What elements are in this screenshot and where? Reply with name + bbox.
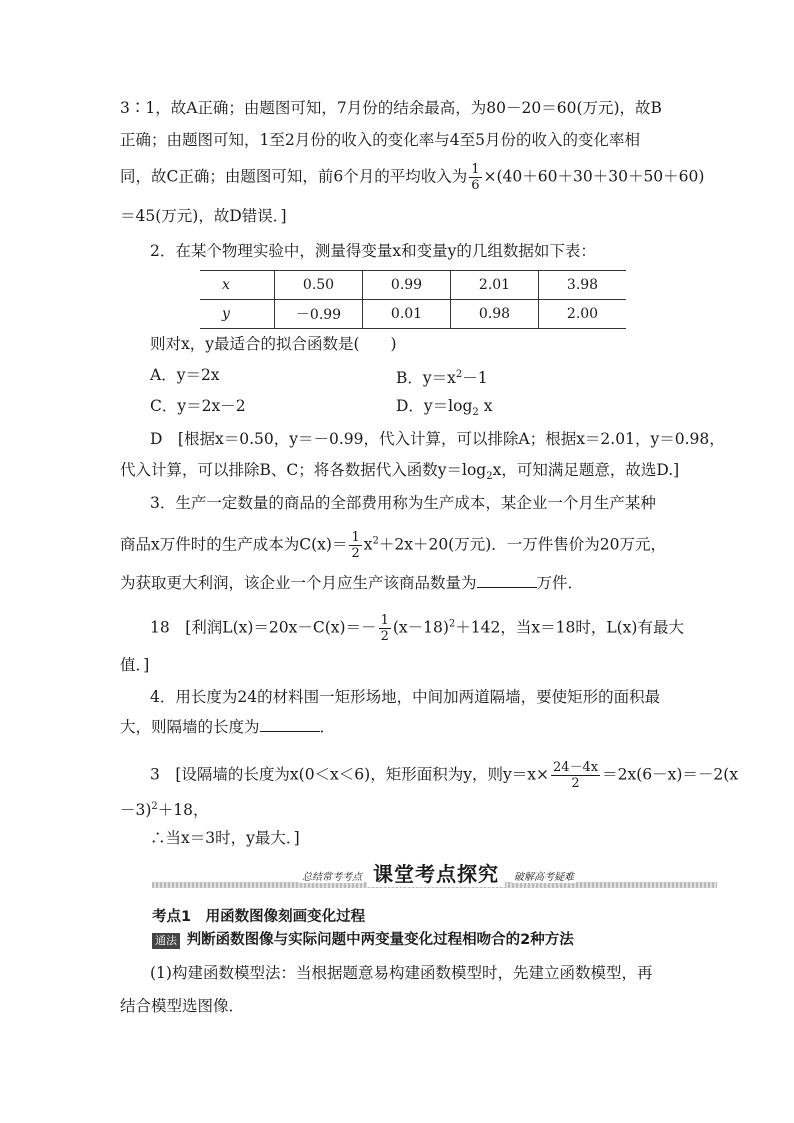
answer-blank [477,573,537,588]
option-b [396,364,488,389]
superscript: 2 [455,369,463,380]
data-table [200,270,626,329]
table-cell: 0.50 [275,271,363,300]
table-cell: y [200,300,275,329]
fraction-denominator: 2 [351,546,360,561]
text-span: B．y＝x [396,369,456,388]
fraction [469,162,481,193]
table-cell: 0.01 [363,300,451,329]
table-row [200,300,626,329]
question-2-ask: 则对x，y最适合的拟合函数是( ) [150,335,397,353]
fraction [379,613,391,644]
fraction [551,760,600,791]
text-span: ＋2x＋20(万元)．一万件售价为20万元， [378,535,667,554]
text-span: (x－18) [392,618,449,637]
text-span: －1 [462,369,488,388]
option-c: C．y＝2x－2 [150,397,246,415]
text-span: 同，故C正确；由题图可知，前6个月的平均收入为 [120,167,468,186]
text-span: 代入计算，可以排除B、C；将各数据代入函数y＝log [120,461,487,479]
text-line: ＝45(万元)，故D错误．] [120,207,287,225]
question-4-line: 4．用长度为24的材料围一矩形场地，中间加两道隔墙，要使矩形的面积最 [150,688,661,706]
subscript: 2 [472,407,479,419]
fraction-denominator: 2 [571,776,580,791]
text-span: D．y＝log [396,397,473,415]
text-span: ＋18， [157,801,209,820]
answer-3-line [150,613,684,644]
table-cell: 2.01 [451,271,539,300]
table-cell: 3.98 [539,271,627,300]
answer-4-line [150,760,738,791]
text-span: 为获取更大利润，该企业一个月应生产该商品数量为 [120,574,477,592]
answer-2-line [120,459,679,488]
method-line [152,929,574,951]
text-span: x，可知满足题意，故选D.] [492,461,680,479]
text-span: x [363,535,373,554]
table-cell: 0.99 [363,271,451,300]
body-text: 结合模型选图像． [120,997,245,1015]
text-span: 大，则隔墙的长度为 [120,718,260,736]
fraction-numerator: 1 [471,162,480,177]
text-span: 商品x万件时的生产成本为C(x)＝ [120,535,348,554]
text-line [120,162,704,193]
banner-left-text: 总结常考考点 [300,868,364,883]
method-title: 判断函数图像与实际问题中两变量变化过程相吻合的2种方法 [186,932,574,948]
superscript: 2 [448,618,456,630]
text-span: 3 [设隔墙的长度为x(0＜x＜6)，矩形面积为y，则y＝x× [150,765,549,784]
answer-2-line: D [根据x＝0.50，y＝－0.99，代入计算，可以排除A；根据x＝2.01，y＝0.98， [150,430,725,448]
subscript: 2 [486,471,493,483]
fraction-numerator: 1 [351,530,360,545]
superscript: 2 [151,801,158,812]
fraction-numerator: 24－4x [552,760,599,775]
answer-blank [260,717,320,732]
text-span: 万件． [536,574,584,592]
answer-3-line: 值．] [120,656,150,674]
answer-4-line: ∴当x＝3时，y最大．] [150,829,300,847]
body-text: (1)构建函数模型法：当根据题意易构建函数模型时，先建立函数模型，再 [150,964,653,982]
section-banner [152,858,717,892]
method-tag: 通法 [152,933,180,949]
text-line: 3∶1，故A正确；由题图可知，7月份的结余最高，为80－20＝60(万元)，故B [120,99,662,117]
text-span: ＋142，当x＝18时，L(x)有最大 [455,618,684,637]
fraction-denominator: 6 [471,178,480,193]
question-3-line [120,530,666,561]
text-span: ＝2x(6－x)＝－2(x [602,765,739,784]
option-d [396,395,492,424]
question-3-line: 3．生产一定数量的商品的全部费用称为生产成本，某企业一个月生产某种 [150,494,656,512]
text-line: 正确；由题图可知，1至2月份的收入的变化率与4至5月份的收入的变化率相 [120,131,640,149]
answer-4-line [120,796,209,821]
question-2-stem: 2．在某个物理实验中，测量得变量x和变量y的几组数据如下表： [150,242,596,260]
question-4-line [120,716,335,738]
fraction-numerator: 1 [380,613,389,628]
option-a: A．y＝2x [150,366,220,384]
table-row [200,271,626,300]
superscript: 2 [372,535,379,547]
table-cell: 2.00 [539,300,627,329]
text-span: ． [319,718,336,736]
table-cell: x [200,271,275,300]
text-span: ×(40＋60＋30＋30＋50＋60) [483,167,705,186]
question-3-line [120,572,583,594]
section-heading: 考点1 用函数图像刻画变化过程 [152,909,366,925]
table-cell: －0.99 [275,300,363,329]
banner-right-text: 破解高考疑难 [512,868,576,883]
fraction-denominator: 2 [380,629,389,644]
table-cell: 0.98 [451,300,539,329]
text-span: －3) [120,801,152,820]
text-span: x [478,397,493,415]
fraction [349,530,361,561]
text-span: 18 [利润L(x)＝20x－C(x)＝－ [150,618,377,637]
banner-title: 课堂考点探究 [367,858,505,887]
